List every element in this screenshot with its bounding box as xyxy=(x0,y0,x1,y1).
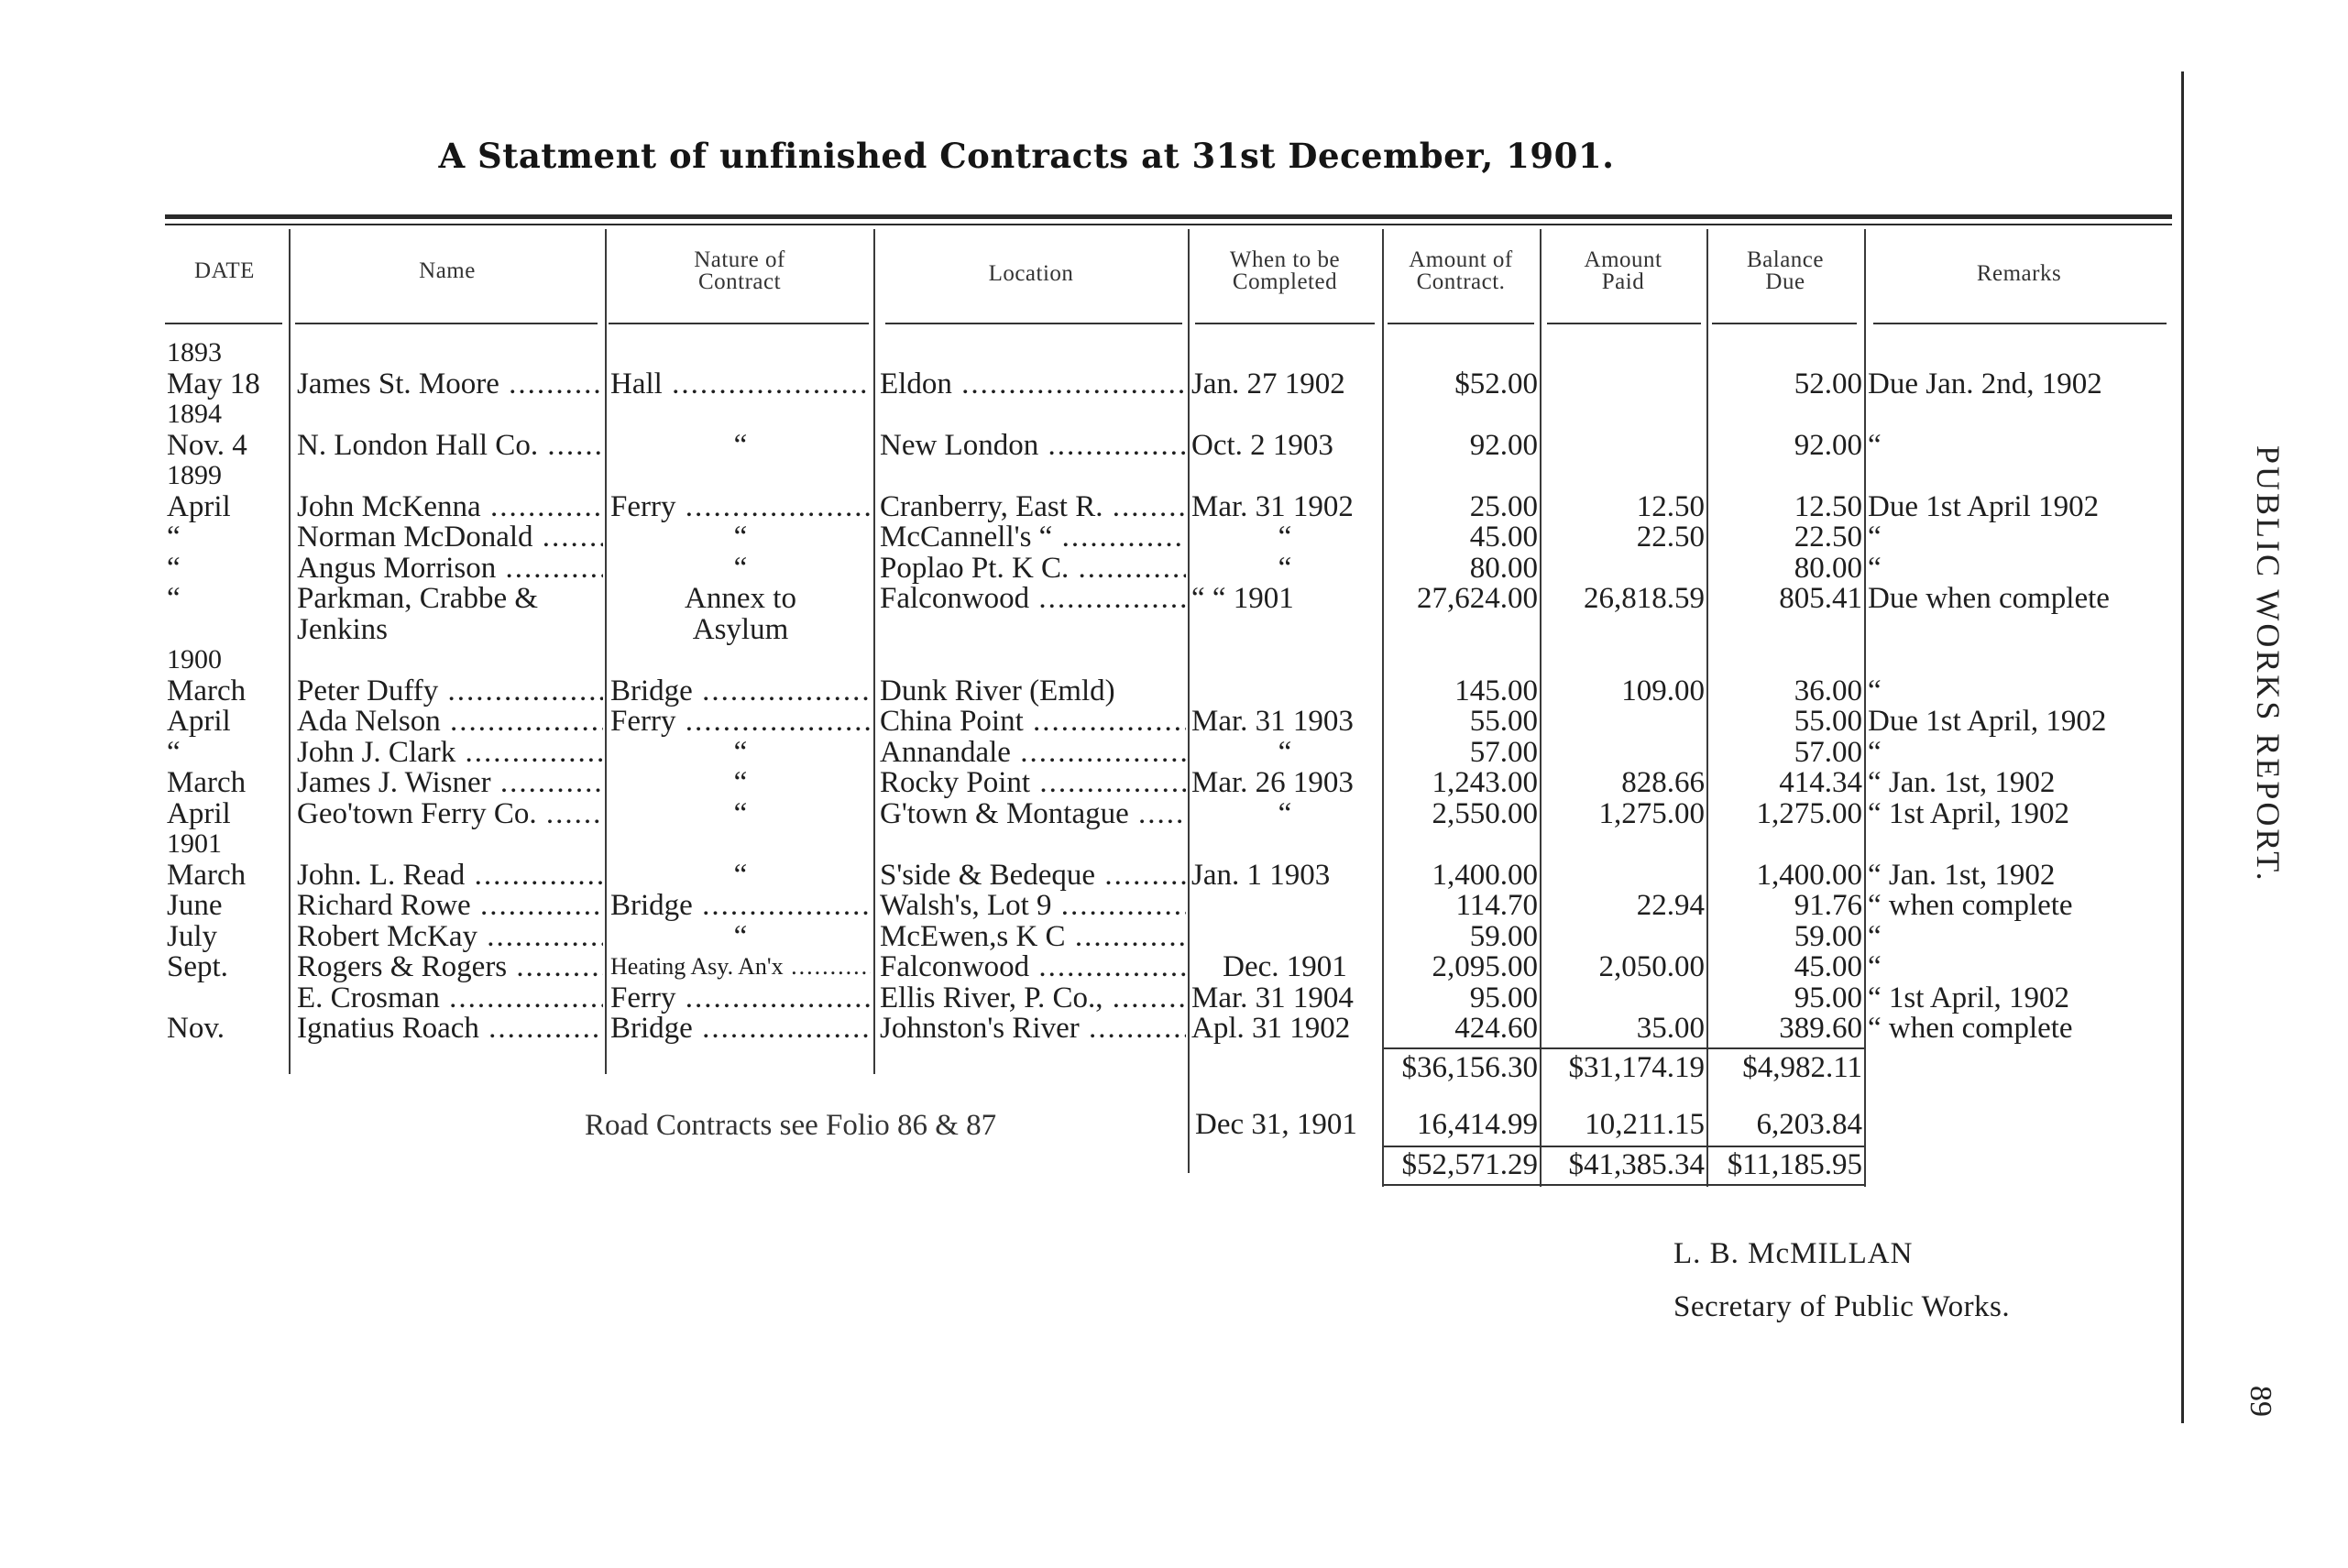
header-remarks: Remarks xyxy=(1976,261,2062,286)
cell-amount: 2,095.00 xyxy=(1432,950,1538,983)
cell-location: Annandale ..... xyxy=(880,737,1186,768)
cell-location: Dunk River (Emld) xyxy=(880,674,1115,707)
cell-remarks: “ 1st April, 1902 xyxy=(1868,981,2069,1014)
cell-location: S'side & Bedeque ..... xyxy=(880,860,1186,891)
cell-when: “ xyxy=(1278,521,1292,554)
cell-when: Oct. 2 1903 xyxy=(1191,428,1333,462)
cell-remarks: “ xyxy=(1868,521,1882,554)
cell-nature: “ xyxy=(733,521,748,554)
cell-location: Eldon ..... xyxy=(880,368,1186,400)
cell-location: Falconwood ..... xyxy=(880,951,1186,982)
year-label: 1899 xyxy=(167,460,222,490)
cell-remarks: Due when complete xyxy=(1868,582,2110,615)
cell-when: Apl. 31 1902 xyxy=(1191,1012,1351,1045)
cell-date: “ xyxy=(167,735,181,769)
cell-date: June xyxy=(167,889,223,922)
cell-when: “ xyxy=(1278,796,1292,830)
cell-paid: 828.66 xyxy=(1621,766,1705,799)
cell-nature: “ xyxy=(733,858,748,892)
cell-amount: 95.00 xyxy=(1469,981,1538,1014)
cell-amount: 55.00 xyxy=(1469,705,1538,738)
cell-location: New London ..... xyxy=(880,430,1186,461)
column-divider xyxy=(289,229,291,1074)
cell-nature: “ xyxy=(733,551,748,585)
cell-remarks: Due 1st April, 1902 xyxy=(1868,705,2107,738)
subtotal-paid: $31,174.19 xyxy=(1568,1051,1705,1084)
cell-when: Mar. 26 1903 xyxy=(1191,766,1354,799)
cell-location: Poplao Pt. K C. ..... xyxy=(880,553,1186,584)
cell-name: Rogers & Rogers ..... xyxy=(297,951,603,982)
cell-amount: 45.00 xyxy=(1469,521,1538,554)
cell-date: April xyxy=(167,796,231,830)
cell-amount: 59.00 xyxy=(1469,919,1538,953)
cell-name: N. London Hall Co. ..... xyxy=(297,430,603,461)
cell-paid: 12.50 xyxy=(1636,489,1705,523)
cell-amount: 114.70 xyxy=(1455,889,1538,922)
cell-when: “ xyxy=(1278,735,1292,769)
cell-date: May 18 xyxy=(167,367,260,400)
cell-nature: “ xyxy=(733,428,748,462)
cell-nature: Bridge ..... xyxy=(610,675,871,707)
header-underline xyxy=(885,323,1182,324)
cell-balance: 1,400.00 xyxy=(1756,858,1862,892)
cell-remarks: “ xyxy=(1868,950,1882,983)
top-rule-thin xyxy=(165,224,2172,225)
subtotal-amount: $36,156.30 xyxy=(1401,1051,1538,1084)
cell-paid: 26,818.59 xyxy=(1584,582,1705,615)
cell-nature: Ferry ..... xyxy=(610,491,871,522)
cell-amount: 25.00 xyxy=(1469,489,1538,523)
header-name: Name xyxy=(419,258,476,283)
cell-nature: “ xyxy=(733,919,748,953)
cell-remarks: “ 1st April, 1902 xyxy=(1868,796,2069,830)
cell-paid: 109.00 xyxy=(1621,674,1705,707)
subtotal-balance: $4,982.11 xyxy=(1742,1051,1862,1084)
cell-when: Jan. 27 1902 xyxy=(1191,367,1345,400)
page-number: 89 xyxy=(2244,1386,2277,1417)
road-paid: 10,211.15 xyxy=(1585,1108,1705,1141)
header-underline xyxy=(1195,323,1375,324)
cell-name: Richard Rowe ..... xyxy=(297,890,603,921)
total-amount: $52,571.29 xyxy=(1401,1148,1538,1181)
cell-balance: 57.00 xyxy=(1794,735,1862,769)
header-underline xyxy=(295,323,598,324)
cell-date: Nov. xyxy=(167,1012,225,1045)
cell-remarks: Due 1st April 1902 xyxy=(1868,489,2100,523)
total-balance: $11,185.95 xyxy=(1727,1148,1862,1181)
cell-when: Jan. 1 1903 xyxy=(1191,858,1331,892)
cell-amount: 2,550.00 xyxy=(1432,796,1538,830)
cell-nature: “ xyxy=(733,766,748,799)
cell-balance: 95.00 xyxy=(1794,981,1862,1014)
cell-when: Dec. 1901 xyxy=(1223,950,1347,983)
cell-name: Ignatius Roach ..... xyxy=(297,1013,603,1044)
total-rule xyxy=(1384,1146,1864,1147)
header-nature: Nature of Contract xyxy=(694,247,785,294)
cell-nature: “ xyxy=(733,735,748,769)
cell-balance: 22.50 xyxy=(1794,521,1862,554)
cell-name: John J. Clark ..... xyxy=(297,737,603,768)
cell-nature-continued: Asylum xyxy=(692,612,789,646)
column-divider xyxy=(873,229,875,1074)
header-amount: Amount of Contract. xyxy=(1409,247,1513,294)
page-title: A Statment of unfinished Contracts at 31st December, 1901. xyxy=(438,136,1615,176)
cell-balance: 36.00 xyxy=(1794,674,1862,707)
cell-remarks: “ when complete xyxy=(1868,889,2073,922)
year-label: 1893 xyxy=(167,337,222,367)
header-underline xyxy=(1388,323,1534,324)
cell-nature: Ferry ..... xyxy=(610,706,871,737)
cell-location: Rocky Point ..... xyxy=(880,767,1186,798)
cell-amount: $52.00 xyxy=(1454,367,1538,400)
cell-date: April xyxy=(167,489,231,523)
cell-amount: 1,243.00 xyxy=(1432,766,1538,799)
header-location: Location xyxy=(988,261,1074,286)
signature-name: L. B. McMILLAN xyxy=(1673,1237,1914,1270)
cell-remarks: “ when complete xyxy=(1868,1012,2073,1045)
cell-date: “ xyxy=(167,582,181,615)
cell-name: Geo'town Ferry Co. ..... xyxy=(297,798,603,829)
cell-remarks: “ xyxy=(1868,551,1882,585)
cell-location: McEwen,s K C ..... xyxy=(880,921,1186,952)
cell-remarks: “ xyxy=(1868,919,1882,953)
column-divider xyxy=(1864,229,1866,1187)
cell-nature: Annex to xyxy=(685,582,796,615)
header-underline xyxy=(609,323,869,324)
cell-date: July xyxy=(167,919,218,953)
cell-nature: Ferry ..... xyxy=(610,982,871,1014)
cell-paid: 2,050.00 xyxy=(1598,950,1705,983)
header-date: DATE xyxy=(194,258,255,283)
year-label: 1901 xyxy=(167,828,222,859)
cell-balance: 12.50 xyxy=(1794,489,1862,523)
cell-remarks: “ xyxy=(1868,428,1882,462)
year-label: 1894 xyxy=(167,399,222,429)
cell-nature: “ xyxy=(733,796,748,830)
cell-paid: 22.94 xyxy=(1636,889,1705,922)
cell-name: Ada Nelson ..... xyxy=(297,706,603,737)
cell-balance: 92.00 xyxy=(1794,428,1862,462)
cell-date: Sept. xyxy=(167,950,228,983)
cell-balance: 80.00 xyxy=(1794,551,1862,585)
cell-date: Nov. 4 xyxy=(167,428,247,462)
page-border-right xyxy=(2181,71,2184,1423)
cell-when: Mar. 31 1904 xyxy=(1191,981,1354,1014)
cell-amount: 27,624.00 xyxy=(1417,582,1538,615)
cell-location: G'town & Montague ..... xyxy=(880,798,1186,829)
cell-date: “ xyxy=(167,551,181,585)
cell-location: Falconwood ..... xyxy=(880,583,1186,614)
cell-name: E. Crosman ..... xyxy=(297,982,603,1014)
total-paid: $41,385.34 xyxy=(1568,1148,1705,1181)
cell-name: Robert McKay ..... xyxy=(297,921,603,952)
cell-remarks: “ Jan. 1st, 1902 xyxy=(1868,766,2056,799)
cell-location: McCannell's “ ..... xyxy=(880,521,1186,553)
cell-when: “ “ 1901 xyxy=(1191,582,1294,615)
header-underline xyxy=(1873,323,2167,324)
cell-name: John McKenna ..... xyxy=(297,491,603,522)
cell-date: March xyxy=(167,766,247,799)
cell-location: Johnston's River ..... xyxy=(880,1013,1186,1044)
cell-when: Mar. 31 1902 xyxy=(1191,489,1354,523)
road-when: Dec 31, 1901 xyxy=(1195,1108,1357,1141)
cell-nature: Heating Asy. An'x ..... xyxy=(610,951,871,982)
cell-location: Cranberry, East R. ..... xyxy=(880,491,1186,522)
signature-title: Secretary of Public Works. xyxy=(1673,1290,2011,1323)
cell-name: Angus Morrison ..... xyxy=(297,553,603,584)
cell-amount: 145.00 xyxy=(1454,674,1538,707)
cell-amount: 1,400.00 xyxy=(1432,858,1538,892)
cell-name: Parkman, Crabbe & xyxy=(297,582,539,615)
cell-amount: 57.00 xyxy=(1469,735,1538,769)
cell-balance: 414.34 xyxy=(1779,766,1862,799)
cell-balance: 91.76 xyxy=(1794,889,1862,922)
cell-remarks: Due Jan. 2nd, 1902 xyxy=(1868,367,2102,400)
year-label: 1900 xyxy=(167,644,222,674)
cell-name: James St. Moore ..... xyxy=(297,368,603,400)
side-running-heading: PUBLIC WORKS REPORT. xyxy=(2250,445,2287,883)
cell-nature: Bridge ..... xyxy=(610,890,871,921)
cell-when: Mar. 31 1903 xyxy=(1191,705,1354,738)
cell-remarks: “ xyxy=(1868,735,1882,769)
road-amount: 16,414.99 xyxy=(1417,1108,1538,1141)
cell-name: James J. Wisner ..... xyxy=(297,767,603,798)
cell-balance: 805.41 xyxy=(1779,582,1862,615)
cell-paid: 1,275.00 xyxy=(1598,796,1705,830)
cell-balance: 1,275.00 xyxy=(1756,796,1862,830)
subtotal-rule xyxy=(1384,1047,1864,1049)
cell-paid: 35.00 xyxy=(1636,1012,1705,1045)
header-underline xyxy=(1712,323,1857,324)
cell-date: March xyxy=(167,674,247,707)
cell-remarks: “ xyxy=(1868,674,1882,707)
road-contracts-label: Road Contracts see Folio 86 & 87 xyxy=(585,1109,997,1142)
cell-name: John. L. Read ..... xyxy=(297,860,603,891)
header-underline xyxy=(1547,323,1701,324)
cell-name-continued: Jenkins xyxy=(297,612,388,646)
cell-when: “ xyxy=(1278,551,1292,585)
cell-location: China Point ..... xyxy=(880,706,1186,737)
cell-date: April xyxy=(167,705,231,738)
cell-nature: Bridge ..... xyxy=(610,1013,871,1044)
cell-balance: 45.00 xyxy=(1794,950,1862,983)
cell-paid: 22.50 xyxy=(1636,521,1705,554)
header-paid: Amount Paid xyxy=(1584,247,1662,294)
cell-balance: 55.00 xyxy=(1794,705,1862,738)
cell-amount: 424.60 xyxy=(1454,1012,1538,1045)
road-balance: 6,203.84 xyxy=(1756,1108,1862,1141)
column-divider xyxy=(1188,229,1190,1173)
cell-name: Peter Duffy ..... xyxy=(297,675,603,707)
cell-amount: 92.00 xyxy=(1469,428,1538,462)
cell-balance: 389.60 xyxy=(1779,1012,1862,1045)
cell-remarks: “ Jan. 1st, 1902 xyxy=(1868,858,2056,892)
cell-location: Ellis River, P. Co., ..... xyxy=(880,982,1186,1014)
cell-date: “ xyxy=(167,521,181,554)
cell-balance: 52.00 xyxy=(1794,367,1862,400)
cell-nature: Hall ..... xyxy=(610,368,871,400)
header-underline xyxy=(165,323,282,324)
header-balance: Balance Due xyxy=(1746,247,1824,294)
cell-location: Walsh's, Lot 9 ..... xyxy=(880,890,1186,921)
header-when: When to be Completed xyxy=(1229,247,1341,294)
cell-amount: 80.00 xyxy=(1469,551,1538,585)
column-divider xyxy=(605,229,607,1074)
cell-name: Norman McDonald ..... xyxy=(297,521,603,553)
total-double-rule xyxy=(1384,1184,1864,1186)
cell-date: March xyxy=(167,858,247,892)
cell-balance: 59.00 xyxy=(1794,919,1862,953)
top-rule xyxy=(165,214,2172,219)
